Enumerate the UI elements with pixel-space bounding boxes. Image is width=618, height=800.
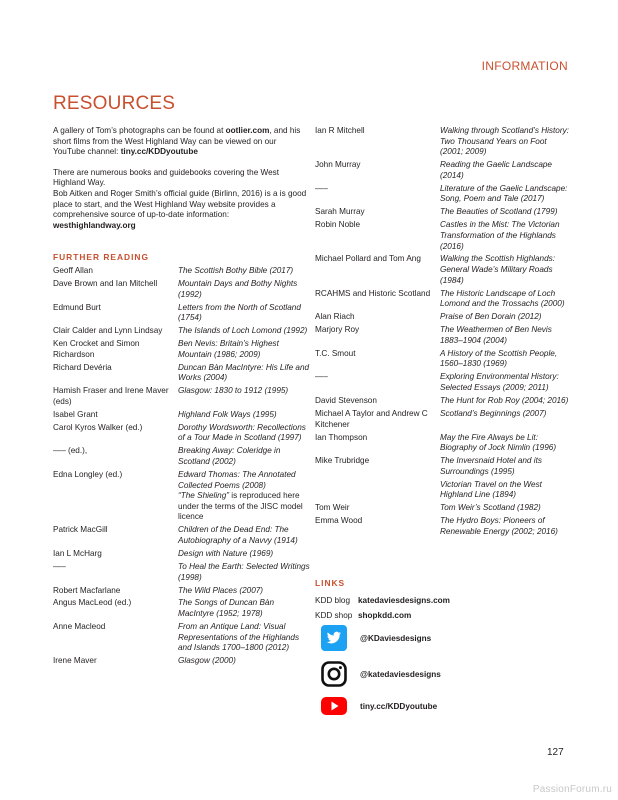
reading-title: Design with Nature (1969) (178, 548, 274, 558)
further-reading-right (315, 126, 570, 540)
page-title: RESOURCES (53, 93, 176, 114)
section-label: INFORMATION (481, 59, 568, 73)
reading-entry (53, 622, 311, 656)
reading-title: Glasgow (2000) (178, 656, 236, 666)
reading-title-cell (440, 433, 570, 457)
reading-entry (53, 279, 311, 303)
youtube-icon (320, 692, 348, 720)
reading-entry (53, 470, 311, 525)
intro-paragraph-1: A gallery of Tom’s photographs can be found at ootlier.com, and his short films from the West Highland Way can be viewed on our YouTube channel: tiny.cc/KDDyoutube (53, 126, 301, 157)
reading-entry (315, 372, 570, 396)
reading-entry (53, 326, 311, 339)
reading-title: Edward Thomas: The Annotated Collected Poems (2008) (178, 470, 296, 490)
link-row-blog: KDD blog katedaviesdesigns.com (315, 596, 450, 605)
reading-entry (315, 254, 570, 288)
reading-title-cell (178, 586, 311, 599)
reading-author: David Stevenson (315, 395, 377, 405)
reading-title-cell (440, 516, 570, 540)
reading-title: Reading the Gaelic Landscape (2014) (440, 160, 552, 180)
links-list (315, 593, 450, 623)
reading-title: The Songs of Duncan Bàn MacIntyre (1952; 1978) (178, 598, 275, 619)
reading-title: To Heal the Earth: Selected Writings (1998) (178, 561, 310, 582)
reading-title: Mountain Days and Bothy Nights (1992) (178, 278, 298, 299)
reading-title-cell (440, 396, 570, 409)
reading-author: Carol Kyros Walker (ed.) (53, 422, 143, 432)
reading-author: Ian Thompson (315, 432, 368, 442)
reading-title: Walking through Scotland’s History: Two Thousand Years on Foot (2001; 2009) (440, 126, 569, 157)
reading-title: Praise of Ben Dorain (2012) (440, 312, 542, 322)
reading-author: Ken Crocket and Simon Richardson (53, 339, 140, 359)
further-reading-heading: FURTHER READING (53, 252, 149, 262)
reading-author: —– (315, 372, 328, 382)
reading-author: —– (ed.), (53, 446, 88, 456)
reading-author: Alan Riach (315, 312, 355, 322)
reading-entry (53, 549, 311, 562)
reading-title-cell (440, 207, 570, 220)
reading-title-cell (440, 372, 570, 396)
reading-title-cell (178, 525, 311, 549)
link-row-shop: KDD shop shopkdd.com (315, 611, 412, 620)
shop-link[interactable]: shopkdd.com (358, 611, 412, 620)
social-youtube[interactable] (320, 692, 437, 720)
reading-author: Anne Macleod (53, 622, 106, 632)
reading-title: Exploring Environmental History: Selected Essays (2009; 2011) (440, 372, 559, 392)
reading-entry (315, 433, 570, 457)
reading-title: The Historic Landscape of Loch Lomond and the Trossachs (2000) (440, 288, 565, 309)
reading-title: The Wild Places (2007) (178, 585, 264, 595)
reading-entry (315, 456, 570, 480)
reading-entry (53, 423, 311, 447)
reading-entry (315, 396, 570, 409)
reading-title: The Hydro Boys: Pioneers of Renewable Energy (2002; 2016) (440, 516, 558, 536)
reading-title: Castles in the Mist: The Victorian Transformation of the Highlands (2016) (440, 220, 560, 251)
reading-title-cell (440, 480, 570, 504)
reading-title: Walking the Scottish Highlands: General Wade’s Military Roads (1984) (440, 254, 555, 285)
reading-author: Patrick MacGill (53, 525, 108, 535)
reading-title: May the Fire Always be Lit: Biography of Jock Nimlin (1996) (440, 432, 557, 453)
reading-entry (53, 266, 311, 279)
reading-author: T.C. Smout (315, 348, 356, 358)
reading-title: Scotland’s Beginnings (2007) (440, 408, 547, 418)
watermark: PassionForum.ru (532, 784, 612, 795)
reading-author: Marjory Roy (315, 325, 360, 335)
reading-title: Literature of the Gaelic Landscape: Song, Poem and Tale (2017) (440, 183, 568, 204)
reading-entry (53, 446, 311, 470)
reading-title: Duncan Bàn MacIntyre: His Life and Works (2004) (178, 362, 310, 383)
reading-entry (315, 503, 570, 516)
reading-title-cell (178, 446, 311, 470)
reading-title-cell (440, 220, 570, 254)
reading-title: Glasgow: 1830 to 1912 (1995) (178, 386, 289, 396)
reading-title-cell (178, 279, 311, 303)
social-instagram[interactable] (320, 660, 441, 688)
reading-author: Sarah Murray (315, 207, 365, 217)
reading-entry (53, 410, 311, 423)
reading-title-cell (440, 325, 570, 349)
reading-title: The Beauties of Scotland (1799) (440, 207, 558, 217)
reading-author: —– (315, 183, 328, 193)
reading-entry (53, 525, 311, 549)
further-reading-left (53, 266, 311, 669)
reading-title-cell (440, 456, 570, 480)
instagram-handle: @katedaviesdesigns (360, 669, 441, 679)
reading-title: Victorian Travel on the West Highland Line (1894) (440, 479, 542, 500)
reading-author: Richard Devéria (53, 362, 112, 372)
reading-title-cell (178, 266, 311, 279)
reading-author: Michael A Taylor and Andrew C Kitchener (315, 408, 428, 429)
intro-paragraph-2: There are numerous books and guidebooks covering the West Highland Way. Bob Aitken and Roger Smith’s official guide (Birlinn, 2016) is a is good place to start, and the West Highland Way website provides a comprehensive source of up-to-date information: westhighlandway.org (53, 167, 307, 230)
reading-author: Ian L McHarg (53, 548, 102, 558)
reading-author: Emma Wood (315, 516, 363, 526)
reading-title: Ben Nevis: Britain’s Highest Mountain (1986; 2009) (178, 339, 279, 359)
reading-entry (53, 386, 311, 410)
reading-author: Irene Maver (53, 656, 97, 666)
twitter-icon (320, 624, 348, 652)
reading-author: Robert Macfarlane (53, 585, 121, 595)
links-heading: LINKS (315, 578, 346, 588)
page-number: 127 (547, 747, 564, 758)
reading-author: Angus MacLeod (ed.) (53, 598, 132, 608)
reading-note-title: “The Shieling” (178, 491, 229, 501)
reading-title-cell (178, 656, 311, 669)
reading-title-cell (440, 312, 570, 325)
reading-title-cell (440, 160, 570, 184)
reading-entry (315, 184, 570, 208)
reading-title-cell (178, 303, 311, 327)
reading-entry (315, 349, 570, 373)
link-westhighlandway[interactable]: westhighlandway.org (53, 220, 136, 230)
reading-entry (53, 339, 311, 363)
reading-title-cell (178, 423, 311, 447)
reading-entry (315, 312, 570, 325)
reading-title-cell (178, 470, 311, 525)
reading-title: Highland Folk Ways (1995) (178, 409, 277, 419)
reading-title-cell (178, 363, 311, 387)
reading-author: Ian R Mitchell (315, 126, 365, 135)
reading-author: Isabel Grant (53, 409, 98, 419)
link-ootlier[interactable]: ootlier.com (225, 126, 270, 135)
reading-title: Dorothy Wordsworth: Recollections of a Tour Made in Scotland (1997) (178, 422, 306, 443)
reading-title: Children of the Dead End: The Autobiography of a Navvy (1914) (178, 525, 298, 545)
reading-title-cell (440, 349, 570, 373)
reading-author: Edna Longley (ed.) (53, 470, 123, 479)
reading-title-cell (178, 598, 311, 622)
reading-entry (53, 598, 311, 622)
reading-entry (53, 303, 311, 327)
social-twitter[interactable] (320, 624, 431, 652)
reading-entry (315, 516, 570, 540)
reading-title: A History of the Scottish People, 1560–1830 (1969) (440, 348, 558, 369)
reading-author: Edmund Burt (53, 302, 101, 312)
reading-title: The Scottish Bothy Bible (2017) (178, 266, 294, 275)
reading-author: Mike Trubridge (315, 456, 370, 466)
reading-title-cell (178, 410, 311, 423)
link-youtube-intro[interactable]: tiny.cc/KDDyoutube (120, 147, 198, 157)
reading-note: is reproduced here under the terms of the JISC model licence (178, 491, 303, 522)
reading-title: The Islands of Loch Lomond (1992) (178, 326, 308, 336)
reading-entry (315, 126, 570, 160)
reading-title-cell (440, 289, 570, 313)
reading-author: Clair Calder and Lynn Lindsay (53, 326, 163, 336)
reading-title-cell (440, 126, 570, 160)
reading-title: Tom Weir’s Scotland (1982) (440, 503, 541, 513)
reading-entry (315, 160, 570, 184)
reading-title-cell (178, 326, 311, 339)
reading-title-cell (440, 503, 570, 516)
reading-title-cell (178, 562, 311, 586)
reading-entry (315, 289, 570, 313)
reading-author: Hamish Fraser and Irene Maver (eds) (53, 386, 169, 406)
reading-title-cell (440, 254, 570, 288)
reading-author: Geoff Allan (53, 266, 93, 275)
reading-entry (53, 562, 311, 586)
reading-entry (53, 656, 311, 669)
reading-entry (315, 207, 570, 220)
reading-entry (315, 409, 570, 433)
reading-entry (315, 325, 570, 349)
reading-author: Dave Brown and Ian Mitchell (53, 278, 158, 288)
reading-entry (53, 586, 311, 599)
reading-entry (53, 363, 311, 387)
reading-author: —– (53, 561, 66, 571)
youtube-link: tiny.cc/KDDyoutube (360, 701, 438, 711)
reading-title: Letters from the North of Scotland (1754) (178, 302, 301, 323)
reading-author: Michael Pollard and Tom Ang (315, 254, 421, 264)
reading-author: John Murray (315, 160, 361, 170)
reading-author: Robin Noble (315, 220, 361, 230)
reading-title-cell (440, 184, 570, 208)
reading-title-cell (178, 339, 311, 363)
intro-text (53, 126, 308, 241)
reading-title-cell (178, 549, 311, 562)
reading-title-cell (178, 622, 311, 656)
reading-entry (315, 220, 570, 254)
reading-author: Tom Weir (315, 503, 350, 513)
reading-title: The Hunt for Rob Roy (2004; 2016) (440, 395, 569, 405)
reading-title: Breaking Away: Coleridge in Scotland (2002) (178, 446, 281, 467)
reading-title: The Inversnaid Hotel and its Surroundings (1995) (440, 456, 542, 476)
reading-entry (315, 480, 570, 504)
reading-title: The Weathermen of Ben Nevis 1883–1904 (2004) (440, 325, 552, 345)
reading-title: From an Antique Land: Visual Representations of the Highlands and Islands 1700–1800 (2012) (178, 622, 300, 653)
twitter-handle: @KDaviesdesigns (360, 633, 432, 643)
reading-title-cell (440, 409, 570, 433)
reading-author (315, 480, 440, 504)
blog-link[interactable]: katedaviesdesigns.com (358, 596, 450, 605)
instagram-icon (320, 660, 348, 688)
reading-title-cell (178, 386, 311, 410)
reading-author: RCAHMS and Historic Scotland (315, 288, 431, 298)
